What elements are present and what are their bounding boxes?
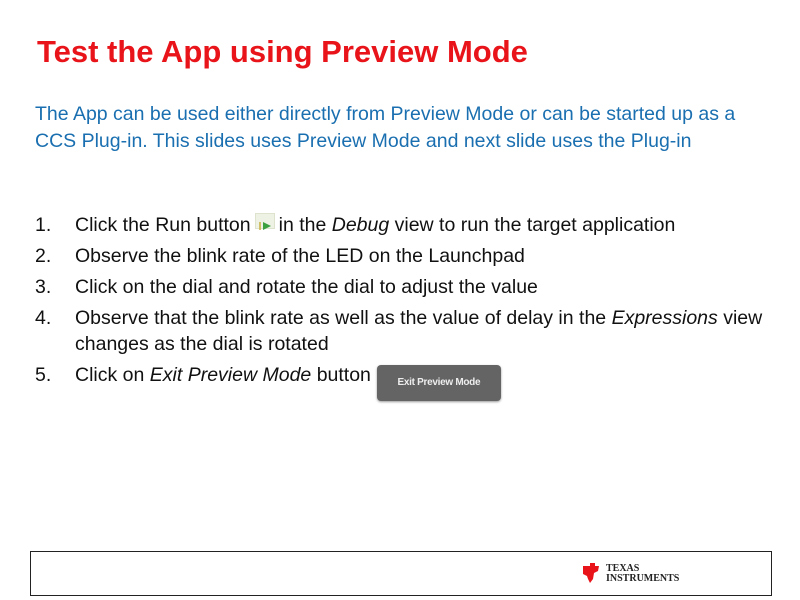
step-text: view changes as the dial is rotated <box>75 307 763 355</box>
ti-logo-icon <box>580 562 602 586</box>
step-text: Click on <box>75 364 145 386</box>
logo-text-line2: INSTRUMENTS <box>606 573 680 584</box>
step-number: 3. <box>35 276 52 298</box>
list-item <box>35 243 775 269</box>
step-text: Observe the blink rate of the LED on the Launchpad <box>75 245 525 267</box>
intro-text: The App can be used either directly from Preview Mode or can be started up as a CCS Plug-in. This slides uses Preview Mode and next slide uses the Plug-in <box>35 103 736 152</box>
run-icon <box>255 213 275 229</box>
list-item <box>35 274 775 300</box>
step-number: 4. <box>35 307 52 329</box>
step-number: 1. <box>35 214 52 236</box>
ti-logo <box>580 562 679 586</box>
step-text: button <box>316 364 371 386</box>
step-text: view to run the target application <box>394 214 676 236</box>
step-text-italic: Debug <box>331 214 390 236</box>
steps-list <box>35 212 775 406</box>
list-item <box>35 362 775 401</box>
logo-text-line1: TEXAS <box>606 563 640 574</box>
step-text: Observe that the blink rate as well as the value of delay in the <box>75 307 607 329</box>
step-text: in the <box>278 214 327 236</box>
step-text: Click on the dial and rotate the dial to adjust the value <box>75 276 538 298</box>
exit-preview-mode-button[interactable]: Exit Preview Mode <box>377 365 501 401</box>
step-text: Click the Run button <box>75 214 251 236</box>
list-item <box>35 212 775 238</box>
slide-title: Test the App using Preview Mode <box>37 34 528 69</box>
step-number: 5. <box>35 364 52 386</box>
step-number: 2. <box>35 245 52 267</box>
list-item <box>35 305 775 357</box>
step-text-italic: Expressions <box>611 307 718 329</box>
step-text-italic: Exit Preview Mode <box>149 364 312 386</box>
